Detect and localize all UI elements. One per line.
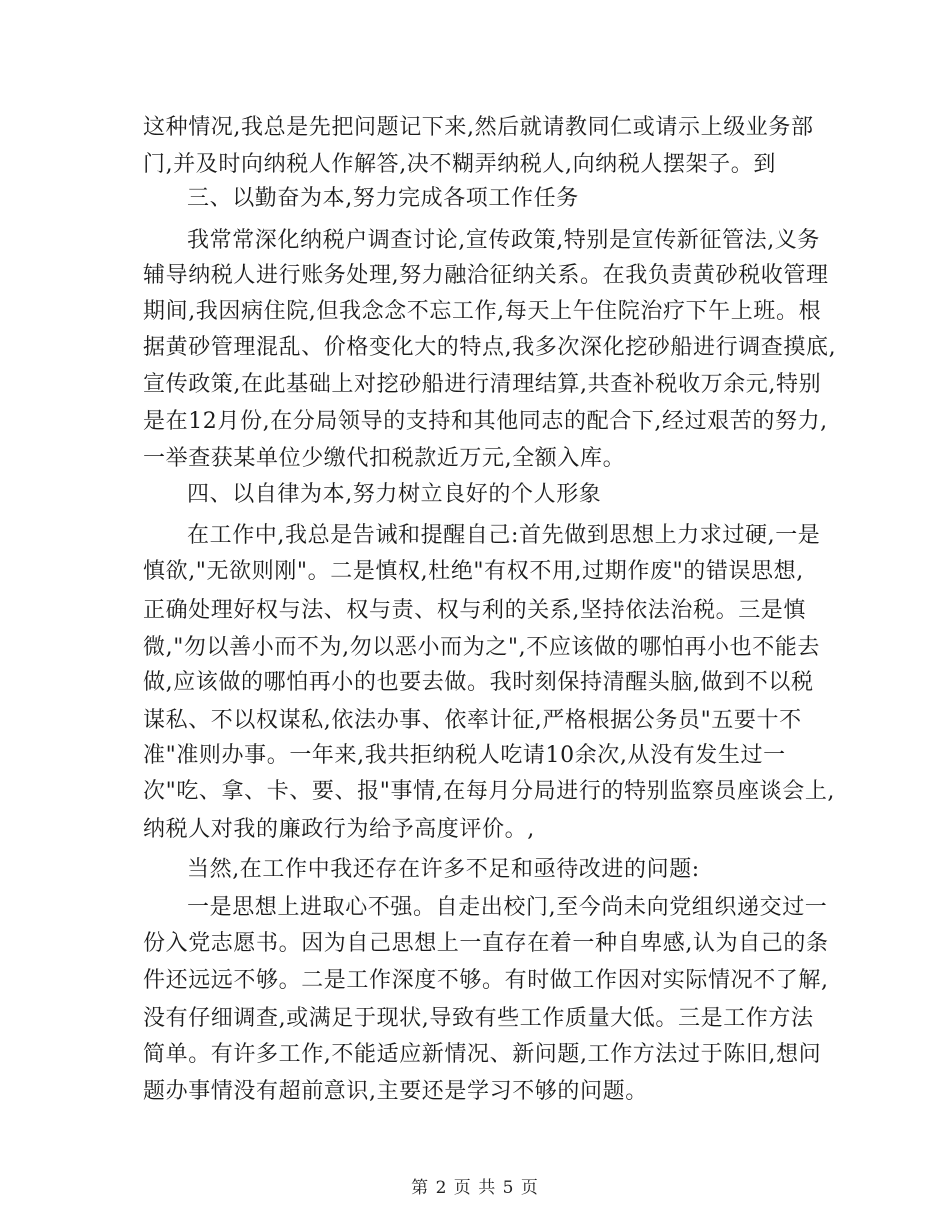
body-line: 微,"勿以善小而不为,勿以恶小而为之",不应该做的哪怕再小也不能去 bbox=[143, 635, 821, 660]
page-number-footer: 第 2 页 共 5 页 bbox=[411, 1178, 539, 1198]
body-line: 一是思想上进取心不强。自走出校门,至今尚未向党组织递交过一 bbox=[187, 895, 828, 920]
body-line: 谋私、不以权谋私,依法办事、依率计征,严格根据公务员"五要十不 bbox=[143, 708, 802, 733]
body-line: 准"准则办事。一年来,我共拒纳税人吃请10余次,从没有发生过一 bbox=[143, 743, 786, 768]
body-line: 宣传政策,在此基础上对挖砂船进行清理结算,共查补税收万余元,特别 bbox=[143, 372, 822, 397]
body-line: 这种情况,我总是先把问题记下来,然后就请教同仁或请示上级业务部 bbox=[143, 115, 814, 140]
body-line: 纳税人对我的廉政行为给予高度评价。, bbox=[143, 817, 535, 842]
body-line: 没有仔细调查,或满足于现状,导致有些工作质量大低。三是工作方法 bbox=[143, 1006, 814, 1031]
body-line: 期间,我因病住院,但我念念不忘工作,每天上午住院治疗下午上班。根 bbox=[143, 299, 822, 324]
section-heading: 四、以自律为本,努力树立良好的个人形象 bbox=[187, 482, 602, 507]
body-line: 简单。有许多工作,不能适应新情况、新问题,工作方法过于陈旧,想问 bbox=[143, 1042, 822, 1067]
body-line: 件还远远不够。二是工作深度不够。有时做工作因对实际情况不了解, bbox=[143, 968, 829, 993]
body-line: 做,应该做的哪怕再小的也要去做。我时刻保持清醒头脑,做到不以税 bbox=[143, 670, 814, 695]
body-line: 份入党志愿书。因为自己思想上一直存在着一种自卑感,认为自己的条 bbox=[143, 931, 829, 956]
body-line: 辅导纳税人进行账务处理,努力融洽征纳关系。在我负责黄砂税收管理 bbox=[143, 263, 829, 288]
body-line: 据黄砂管理混乱、价格变化大的特点,我多次深化挖砂船进行调查摸底, bbox=[143, 335, 837, 360]
body-line: 在工作中,我总是告诫和提醒自己:首先做到思想上力求过硬,一是 bbox=[187, 523, 821, 548]
body-line: 当然,在工作中我还存在许多不足和亟待改进的问题: bbox=[187, 857, 700, 882]
body-line: 我常常深化纳税户调查讨论,宣传政策,特别是宣传新征管法,义务 bbox=[187, 228, 820, 253]
body-line: 慎欲,"无欲则刚"。二是慎权,杜绝"有权不用,过期作废"的错误思想, bbox=[143, 559, 804, 584]
body-line: 门,并及时向纳税人作解答,决不糊弄纳税人,向纳税人摆架子。到 bbox=[143, 152, 776, 177]
body-line: 正确处理好权与法、权与责、权与利的关系,坚持依法治税。三是慎 bbox=[143, 598, 806, 623]
section-heading: 三、以勤奋为本,努力完成各项工作任务 bbox=[187, 186, 579, 211]
body-line: 一举查获某单位少缴代扣税款近万元,全额入库。 bbox=[143, 446, 626, 471]
body-line: 次"吃、拿、卡、要、报"事情,在每月分局进行的特别监察员座谈会上, bbox=[143, 779, 836, 804]
body-line: 是在12月份,在分局领导的支持和其他同志的配合下,经过艰苦的努力, bbox=[143, 409, 828, 434]
body-line: 题办事情没有超前意识,主要还是学习不够的问题。 bbox=[143, 1079, 648, 1104]
